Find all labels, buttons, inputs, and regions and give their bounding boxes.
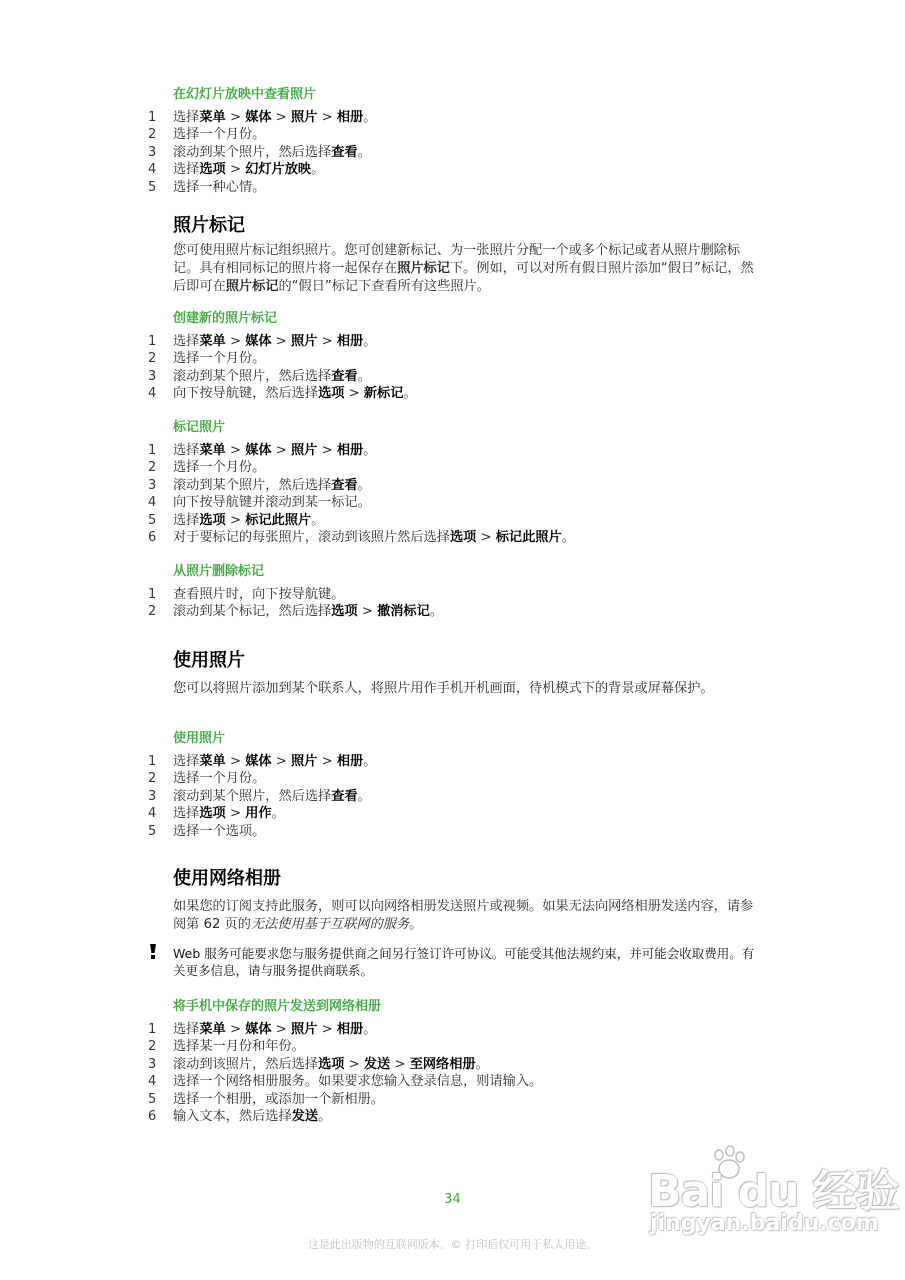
list-item xyxy=(0,144,760,162)
step-number: 3 xyxy=(148,788,157,804)
step-text: 滚动到某个照片，然后选择查看。 xyxy=(173,144,371,160)
step-number: 2 xyxy=(148,127,157,143)
list-item xyxy=(0,823,760,841)
subhead-use-photos: 使用照片 xyxy=(173,731,226,746)
subhead-send-to-album: 将手机中保存的照片发送到网络相册 xyxy=(173,999,382,1014)
step-text: 选择一个月份。 xyxy=(173,460,266,476)
watermark-logo: Bai du 经验 xyxy=(648,1166,899,1217)
heading-web-albums: 使用网络相册 xyxy=(173,868,281,889)
list-item xyxy=(0,586,760,604)
step-number: 5 xyxy=(148,512,157,528)
step-text: 选择一个月份。 xyxy=(173,351,266,367)
step-text: 选择菜单 > 媒体 > 照片 > 相册。 xyxy=(173,443,377,458)
step-number: 5 xyxy=(148,179,157,195)
step-text: 选择选项 > 标记此照片。 xyxy=(173,512,325,528)
step-text: 选择菜单 > 媒体 > 照片 > 相册。 xyxy=(173,334,377,349)
step-number: 4 xyxy=(148,162,157,178)
step-number: 1 xyxy=(148,334,157,349)
heading-use-photos: 使用照片 xyxy=(173,650,245,671)
step-number: 1 xyxy=(148,110,157,125)
step-text: 滚动到某个照片，然后选择查看。 xyxy=(173,368,371,384)
step-text: 对于要标记的每张照片，滚动到该照片然后选择选项 > 标记此照片。 xyxy=(173,530,575,545)
paragraph-photo-tags: 您可使用照片标记组织照片。您可创建新标记、为一张照片分配一个或多个标记或者从照片删除标记。具有相同标记的照片将一起保存在照片标记下。例如，可以对所有假日照片添加“假日”标记，然后即可在照片标记的“假日”标记下查看所有这些照片。 xyxy=(173,243,754,294)
list-item xyxy=(0,512,760,530)
step-text: 选择某一月份和年份。 xyxy=(173,1039,305,1055)
list-item xyxy=(0,161,760,179)
list-item xyxy=(0,788,760,806)
step-text: 选择一个网络相册服务。如果要求您输入登录信息，则请输入。 xyxy=(173,1074,543,1090)
step-number: 6 xyxy=(148,1109,157,1124)
warning-icon xyxy=(148,942,158,960)
step-text: 选择选项 > 幻灯片放映。 xyxy=(173,162,325,178)
page-number: 34 xyxy=(444,1192,461,1207)
list-item xyxy=(0,109,760,127)
step-number: 5 xyxy=(148,1091,157,1107)
step-number: 3 xyxy=(148,368,157,384)
list-item xyxy=(0,529,760,547)
step-text: 选择一个选项。 xyxy=(173,823,266,839)
list-item xyxy=(0,1108,760,1126)
step-number: 4 xyxy=(148,386,157,402)
step-number: 3 xyxy=(148,144,157,160)
step-text: 输入文本，然后选择发送。 xyxy=(173,1109,332,1124)
list-item xyxy=(0,442,760,460)
baidu-jingyan-watermark xyxy=(640,1145,899,1255)
step-text: 选择选项 > 用作。 xyxy=(173,806,285,822)
list-item xyxy=(0,805,760,823)
list-item xyxy=(0,753,760,771)
list-item xyxy=(0,333,760,351)
heading-photo-tags: 照片标记 xyxy=(173,215,245,236)
step-number: 5 xyxy=(148,823,157,839)
list-item xyxy=(0,1021,760,1039)
step-text: 选择菜单 > 媒体 > 照片 > 相册。 xyxy=(173,110,377,125)
list-item xyxy=(0,126,760,144)
step-text: 滚动到某个照片，然后选择查看。 xyxy=(173,788,371,804)
step-number: 4 xyxy=(148,495,157,511)
step-text: 选择一个相册，或添加一个新相册。 xyxy=(173,1091,384,1107)
step-number: 1 xyxy=(148,443,157,458)
list-item xyxy=(0,179,760,197)
step-number: 1 xyxy=(148,587,157,602)
step-text: 选择一种心情。 xyxy=(173,179,266,195)
list-item xyxy=(0,368,760,386)
step-text: 向下按导航键，然后选择选项 > 新标记。 xyxy=(173,386,417,402)
paragraph-use-photos: 您可以将照片添加到某个联系人，将照片用作手机开机画面，待机模式下的背景或屏幕保护。 xyxy=(173,681,714,696)
step-number: 3 xyxy=(148,1056,157,1072)
step-text: 选择菜单 > 媒体 > 照片 > 相册。 xyxy=(173,754,377,769)
list-item xyxy=(0,494,760,512)
step-text: 向下按导航键并滚动到某一标记。 xyxy=(173,495,371,511)
step-text: 查看照片时，向下按导航键。 xyxy=(173,587,345,602)
step-text: 选择一个月份。 xyxy=(173,771,266,787)
watermark-url: jingyan.baidu.com xyxy=(650,1211,879,1236)
step-number: 4 xyxy=(148,1074,157,1090)
paragraph-web-albums: 如果您的订阅支持此服务，则可以向网络相册发送照片或视频。如果无法向网络相册发送内容，请参阅第 62 页的无法使用基于互联网的服务。 xyxy=(173,899,754,932)
step-number: 2 xyxy=(148,604,157,620)
list-item xyxy=(0,477,760,495)
list-item xyxy=(0,350,760,368)
step-number: 1 xyxy=(148,754,157,769)
step-number: 1 xyxy=(148,1022,157,1037)
step-number: 2 xyxy=(148,1039,157,1055)
list-item xyxy=(0,1038,760,1056)
subhead-tag-photo: 标记照片 xyxy=(173,420,226,435)
step-text: 滚动到该照片，然后选择选项 > 发送 > 至网络相册。 xyxy=(173,1056,489,1072)
list-item xyxy=(0,603,760,621)
list-item xyxy=(0,1091,760,1109)
step-text: 滚动到某个标记，然后选择选项 > 撤消标记。 xyxy=(173,604,443,620)
list-item xyxy=(0,770,760,788)
step-number: 2 xyxy=(148,460,157,476)
step-number: 4 xyxy=(148,806,157,822)
list-item xyxy=(0,385,760,403)
step-number: 3 xyxy=(148,477,157,493)
footer-notice: 这是此出版物的互联网版本。© 打印后仅可用于私人用途。 xyxy=(307,1238,598,1251)
step-text: 滚动到某个照片，然后选择查看。 xyxy=(173,477,371,493)
subhead-remove-tag: 从照片删除标记 xyxy=(173,564,265,579)
step-text: 选择一个月份。 xyxy=(173,127,266,143)
warning-note: Web 服务可能要求您与服务提供商之间另行签订许可协议。可能受其他法规约束，并可能会收取费用。有关更多信息，请与服务提供商联系。 xyxy=(173,946,755,978)
step-number: 2 xyxy=(148,771,157,787)
step-text: 选择菜单 > 媒体 > 照片 > 相册。 xyxy=(173,1022,377,1037)
subhead-create-tag: 创建新的照片标记 xyxy=(173,311,278,326)
list-item xyxy=(0,1056,760,1074)
subhead-slideshow: 在幻灯片放映中查看照片 xyxy=(173,87,317,102)
list-item xyxy=(0,459,760,477)
step-number: 2 xyxy=(148,351,157,367)
list-item xyxy=(0,1073,760,1091)
step-number: 6 xyxy=(148,530,157,545)
